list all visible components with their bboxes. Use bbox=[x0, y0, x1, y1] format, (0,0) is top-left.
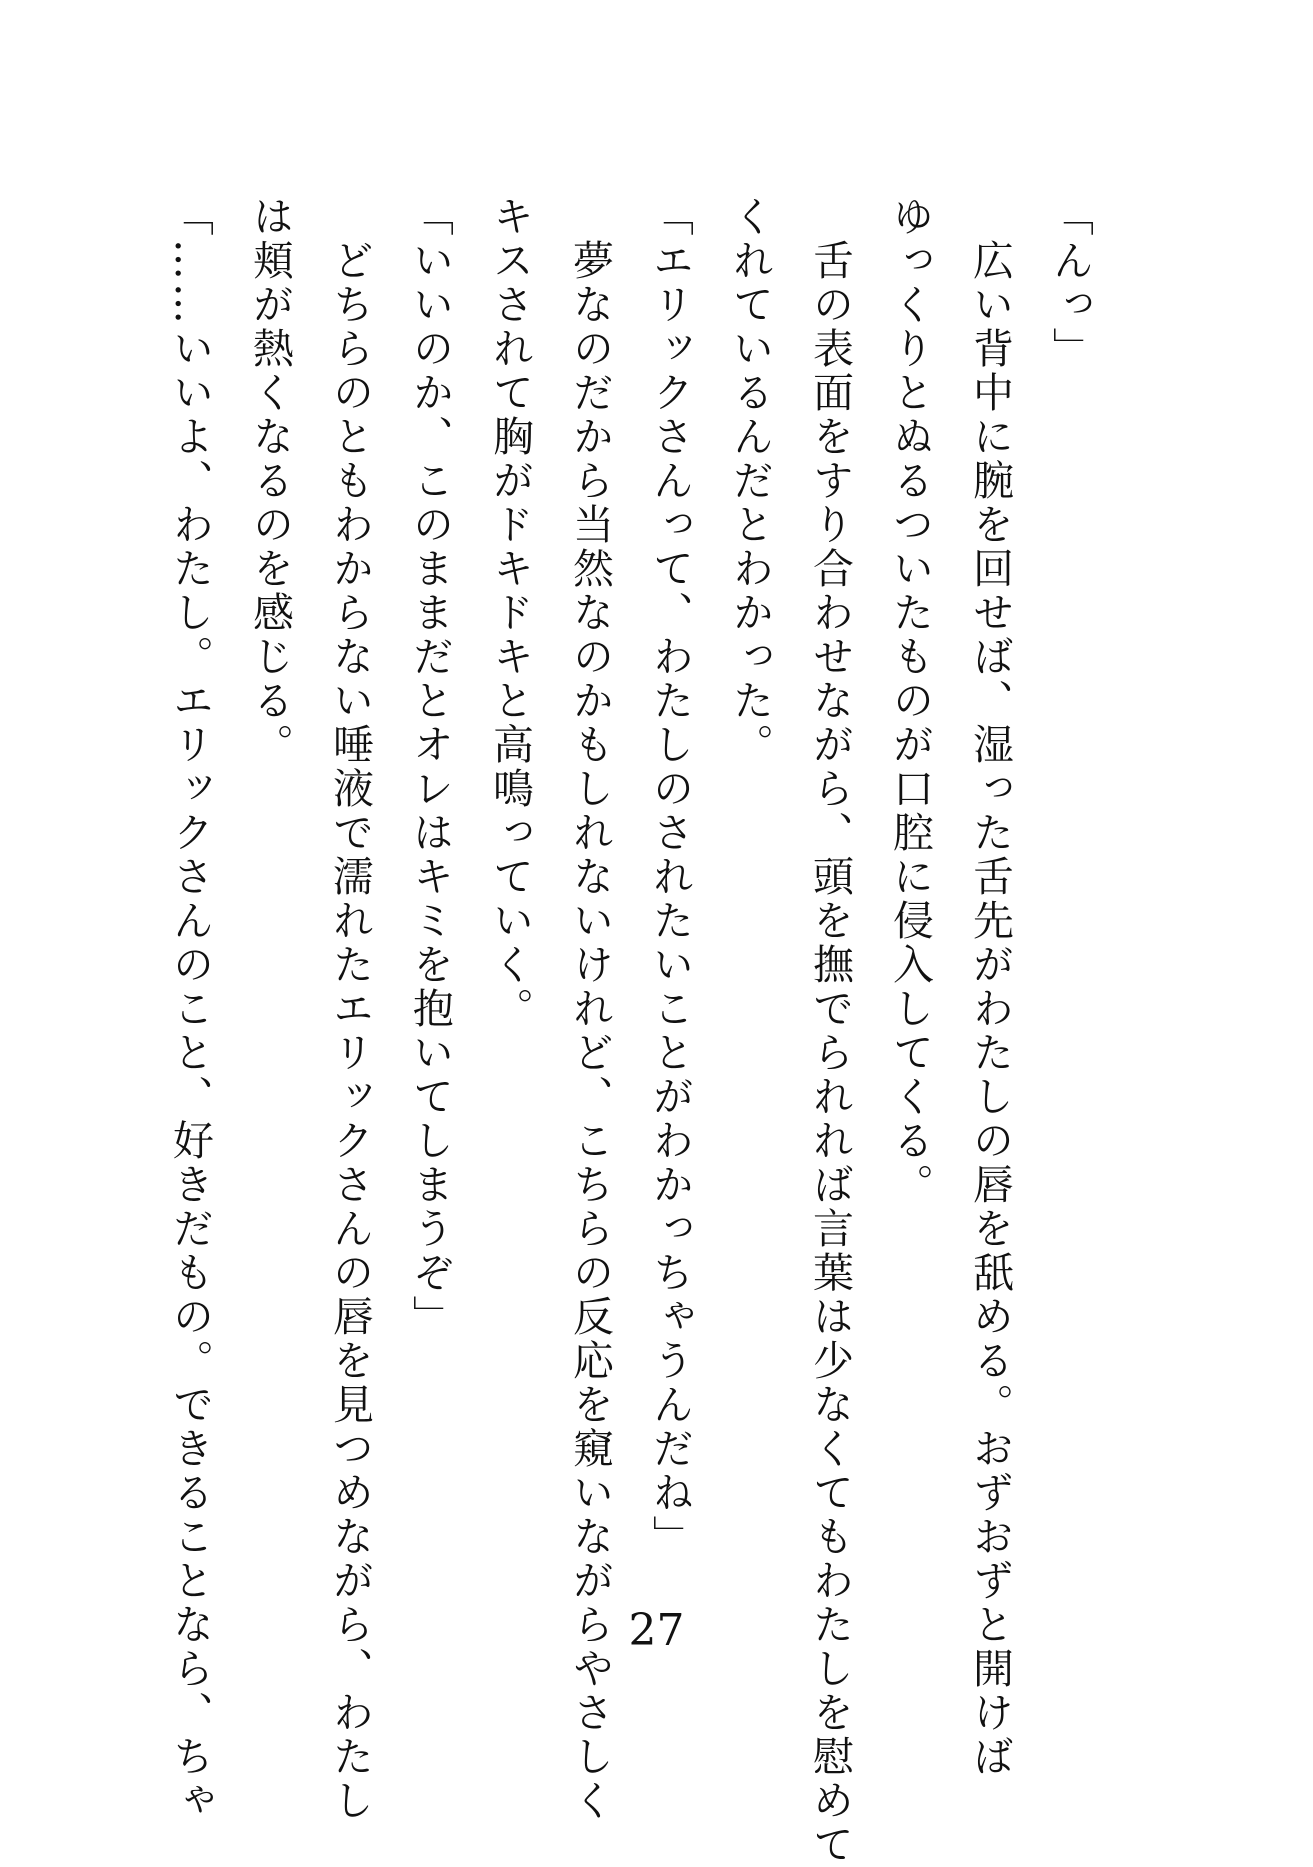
text-line: 広い背中に腕を回せば、湿った舌先がわたしの唇を舐める。おずおずと開けば bbox=[966, 195, 1014, 1779]
text-line: ゆっくりとぬるついたものが口腔に侵入してくる。 bbox=[886, 195, 934, 1207]
text-line: くれているんだとわかった。 bbox=[726, 195, 774, 767]
text-line: 「……いいよ、わたし。エリックさんのこと、好きだもの。できることなら、ちゃ bbox=[166, 195, 214, 1823]
text-line: 「エリックさんって、わたしのされたいことがわかっちゃうんだね」 bbox=[646, 195, 694, 1559]
text-line: 「んっ」 bbox=[1046, 195, 1094, 371]
page-number: 27 bbox=[628, 1605, 685, 1656]
text-line: 「いいのか、このままだとオレはキミを抱いてしまうぞ」 bbox=[406, 195, 454, 1339]
text-line: 舌の表面をすり合わせながら、頭を撫でられれば言葉は少なくてもわたしを慰めて bbox=[806, 195, 854, 1867]
text-line: は頬が熱くなるのを感じる。 bbox=[246, 195, 294, 767]
text-line: 夢なのだから当然なのかもしれないけれど、こちらの反応を窺いながらやさしく bbox=[566, 195, 614, 1823]
text-line: どちらのともわからない唾液で濡れたエリックさんの唇を見つめながら、わたし bbox=[326, 195, 374, 1823]
text-line: キスされて胸がドキドキと高鳴っていく。 bbox=[486, 195, 534, 1031]
